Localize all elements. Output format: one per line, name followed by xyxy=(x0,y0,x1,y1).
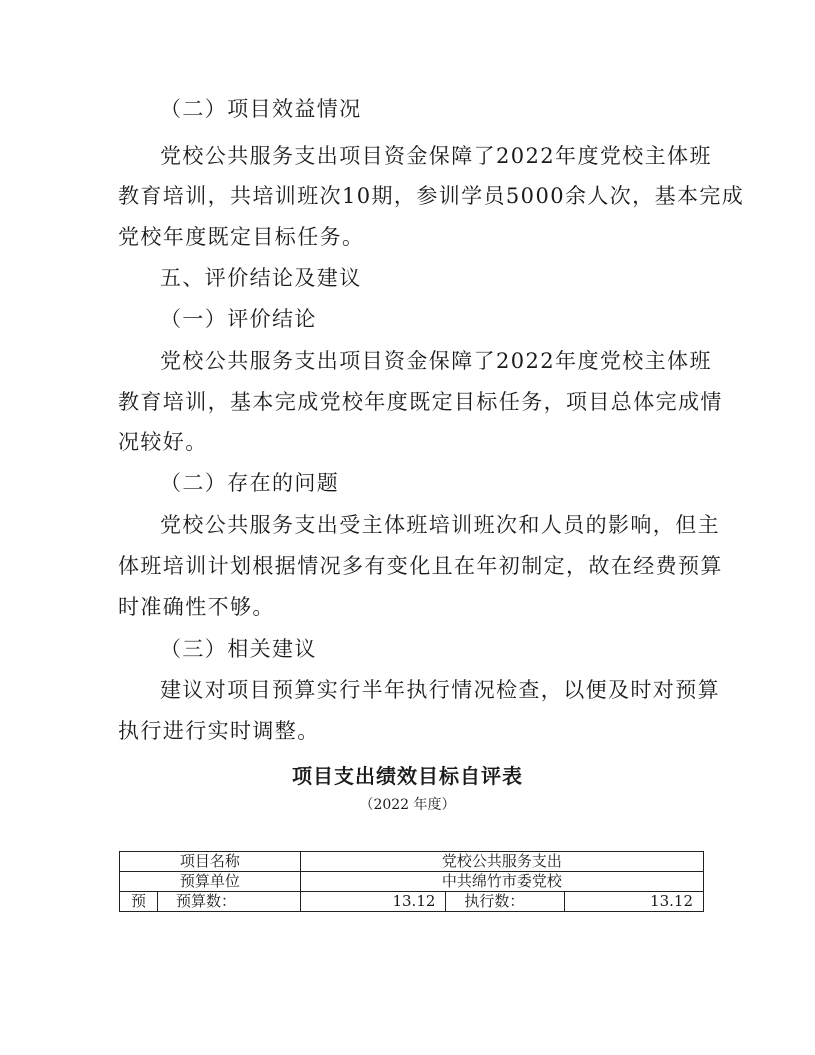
table-title: 项目支出绩效目标自评表 xyxy=(292,764,523,788)
paragraph-line: 体班培训计划根据情况多有变化且在年初制定，故在经费预算 xyxy=(118,554,723,578)
table-row xyxy=(120,872,704,892)
section-heading-conclusion: 五、评价结论及建议 xyxy=(160,266,362,290)
heading-conclusion: （一）评价结论 xyxy=(160,307,317,331)
cell-exec-value: 13.12 xyxy=(565,892,704,912)
paragraph-line: 党校公共服务支出项目资金保障了2022年度党校主体班 xyxy=(160,144,712,168)
cell-side-label: 预 xyxy=(120,892,158,912)
performance-table xyxy=(119,851,704,912)
cell-exec-label: 执行数： xyxy=(446,892,565,912)
paragraph-line: 党校公共服务支出项目资金保障了2022年度党校主体班 xyxy=(160,349,712,373)
paragraph-line: 况较好。 xyxy=(118,430,208,454)
table-row xyxy=(120,852,704,872)
paragraph-line: 时准确性不够。 xyxy=(118,595,275,619)
paragraph-line: 党校年度既定目标任务。 xyxy=(118,225,365,249)
cell-budget-unit-label: 预算单位 xyxy=(120,872,301,892)
cell-budget-label: 预算数： xyxy=(157,892,300,912)
paragraph-line: 教育培训，共培训班次10期，参训学员5000余人次，基本完成 xyxy=(118,184,745,208)
cell-project-name-label: 项目名称 xyxy=(120,852,301,872)
heading-benefits: （二）项目效益情况 xyxy=(160,97,362,121)
heading-problems: （二）存在的问题 xyxy=(160,471,340,495)
paragraph-line: 建议对项目预算实行半年执行情况检查，以便及时对预算 xyxy=(160,678,720,702)
cell-budget-value: 13.12 xyxy=(300,892,446,912)
paragraph-line: 执行进行实时调整。 xyxy=(118,719,320,743)
cell-budget-unit-value: 中共绵竹市委党校 xyxy=(300,872,703,892)
table-row xyxy=(120,892,704,912)
cell-project-name-value: 党校公共服务支出 xyxy=(300,852,703,872)
paragraph-line: 党校公共服务支出受主体班培训班次和人员的影响，但主 xyxy=(160,513,720,537)
heading-suggestions: （三）相关建议 xyxy=(160,637,317,661)
paragraph-line: 教育培训，基本完成党校年度既定目标任务，项目总体完成情 xyxy=(118,390,723,414)
table-year: （2022 年度） xyxy=(359,797,456,813)
